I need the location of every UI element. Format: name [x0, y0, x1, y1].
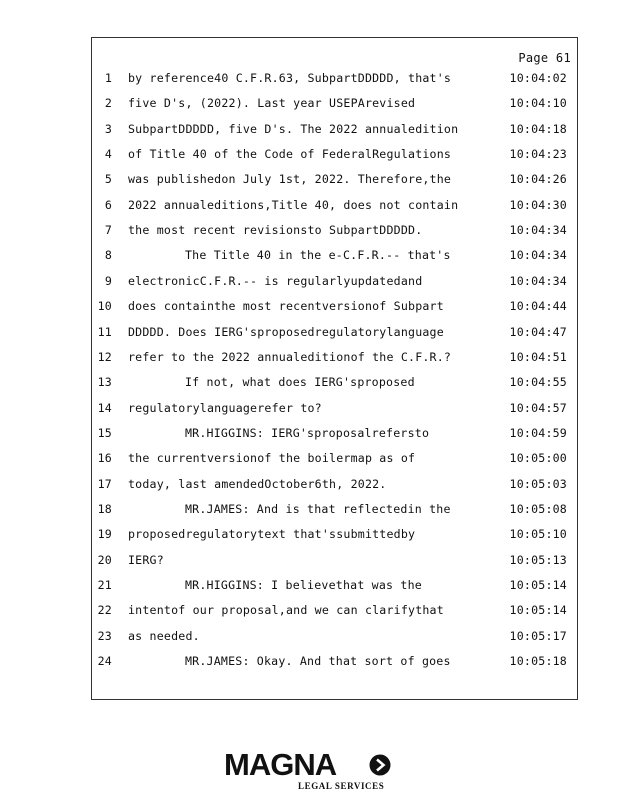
line-text: electronicC.F.R.-- is regularlyupdatedand [128, 273, 423, 288]
line-timestamp: 10:05:00 [509, 451, 567, 466]
line-number: 17 [97, 476, 112, 491]
logo-subtitle: LEGAL SERVICES [298, 781, 385, 791]
transcript-line [92, 248, 577, 273]
transcript-line [92, 629, 577, 654]
line-text: regulatorylanguagerefer to? [128, 400, 322, 415]
line-timestamp: 10:04:34 [509, 248, 567, 263]
logo-wordmark: MAGNA [224, 747, 337, 782]
transcript-line [92, 350, 577, 375]
transcript-line [92, 426, 577, 451]
line-text: of Title 40 of the Code of FederalRegulations [128, 147, 452, 162]
transcript-line [92, 274, 577, 299]
line-timestamp: 10:04:30 [509, 197, 567, 212]
line-timestamp: 10:04:34 [509, 223, 567, 238]
line-timestamp: 10:04:23 [509, 147, 567, 162]
line-text: MR.JAMES: And is that reflectedin the [185, 501, 451, 516]
transcript-line [92, 603, 577, 628]
line-text: the currentversionof the boilermap as of [128, 451, 416, 466]
line-number: 16 [97, 451, 112, 466]
line-timestamp: 10:04:59 [509, 425, 567, 440]
line-number: 8 [104, 248, 112, 263]
line-timestamp: 10:04:10 [509, 96, 567, 111]
line-timestamp: 10:04:51 [509, 349, 567, 364]
line-timestamp: 10:04:18 [509, 121, 567, 136]
line-timestamp: 10:04:47 [509, 324, 567, 339]
line-text: by reference40 C.F.R.63, SubpartDDDDD, that's [128, 71, 452, 85]
line-number: 2 [104, 96, 112, 111]
transcript-line [92, 553, 577, 578]
transcript-line [92, 325, 577, 350]
line-timestamp: 10:05:14 [509, 603, 567, 618]
line-timestamp: 10:05:08 [509, 501, 567, 516]
line-text: today, last amendedOctober6th, 2022. [128, 476, 387, 491]
line-text: does containthe most recentversionof Subpart [128, 299, 444, 314]
line-timestamp: 10:05:03 [509, 476, 567, 491]
transcript-line [92, 401, 577, 426]
line-timestamp: 10:05:14 [509, 578, 567, 592]
transcript-line [92, 502, 577, 527]
line-number: 6 [104, 197, 112, 212]
line-text: IERG? [128, 552, 164, 567]
line-number: 7 [104, 223, 112, 238]
line-number: 13 [97, 375, 112, 390]
line-timestamp: 10:04:26 [509, 172, 567, 187]
line-text: DDDDD. Does IERG'sproposedregulatorylanguage [128, 324, 444, 339]
line-text: the most recent revisionsto SubpartDDDDD. [128, 223, 423, 238]
line-timestamp: 10:04:02 [509, 71, 567, 85]
transcript-line [92, 578, 577, 603]
line-number: 23 [97, 628, 112, 643]
line-number: 20 [97, 552, 112, 567]
magna-logo [224, 748, 404, 794]
line-text: refer to the 2022 annualeditionof the C.F.R.? [128, 349, 452, 364]
line-text: MR.JAMES: Okay. And that sort of goes [185, 654, 451, 669]
transcript-line [92, 451, 577, 476]
transcript-line [92, 527, 577, 552]
transcript-line [92, 122, 577, 147]
line-text: MR.HIGGINS: IERG'sproposalrefersto [185, 425, 430, 440]
line-text: SubpartDDDDD, five D's. The 2022 annualedition [128, 121, 459, 136]
line-text: proposedregulatorytext that'ssubmittedby [128, 527, 416, 542]
line-number: 15 [97, 425, 112, 440]
line-timestamp: 10:04:55 [509, 375, 567, 390]
line-number: 11 [97, 324, 112, 339]
transcript-line [92, 172, 577, 197]
line-timestamp: 10:05:17 [509, 628, 567, 643]
line-number: 12 [97, 349, 112, 364]
transcript-line [92, 147, 577, 172]
line-number: 9 [104, 273, 112, 288]
line-text: intentof our proposal,and we can clarifythat [128, 603, 444, 618]
line-text: was publishedon July 1st, 2022. Therefore,the [128, 172, 452, 187]
line-timestamp: 10:04:57 [509, 400, 567, 415]
line-text: MR.HIGGINS: I believethat was the [185, 578, 422, 592]
line-timestamp: 10:04:44 [509, 299, 567, 314]
line-number: 19 [97, 527, 112, 542]
transcript-line [92, 375, 577, 400]
line-timestamp: 10:05:18 [509, 654, 567, 669]
page-number: Page 61 [518, 51, 571, 65]
line-number: 3 [104, 121, 112, 136]
line-number: 22 [97, 603, 112, 618]
line-text: 2022 annualeditions,Title 40, does not contain [128, 197, 459, 212]
line-timestamp: 10:04:34 [509, 273, 567, 288]
transcript-line [92, 223, 577, 248]
line-number: 1 [104, 71, 112, 85]
line-text: five D's, (2022). Last year USEPArevised [128, 96, 416, 111]
line-number: 14 [97, 400, 112, 415]
transcript-page [91, 37, 578, 700]
transcript-line [92, 198, 577, 223]
transcript-line [92, 477, 577, 502]
line-number: 24 [97, 654, 112, 669]
line-timestamp: 10:05:13 [509, 552, 567, 567]
line-timestamp: 10:05:10 [509, 527, 567, 542]
transcript-line [92, 96, 577, 121]
line-text: If not, what does IERG'sproposed [185, 375, 415, 390]
line-number: 18 [97, 501, 112, 516]
line-number: 4 [104, 147, 112, 162]
transcript-line [92, 71, 577, 96]
line-text: as needed. [128, 628, 200, 643]
line-text: The Title 40 in the e-C.F.R.-- that's [185, 248, 451, 263]
line-number: 21 [97, 578, 112, 592]
transcript-line [92, 654, 577, 679]
transcript-line [92, 299, 577, 324]
line-number: 5 [104, 172, 112, 187]
chevron-circle-icon [369, 754, 391, 776]
line-number: 10 [97, 299, 112, 314]
